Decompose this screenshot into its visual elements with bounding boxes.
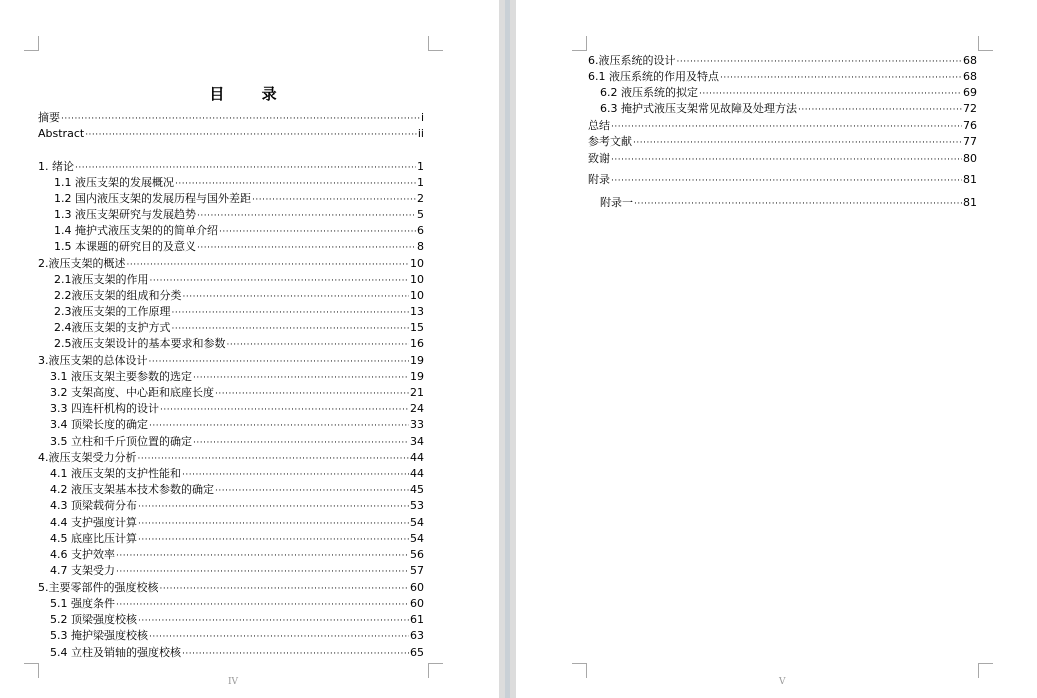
toc-entry-page: 33 [410,418,424,431]
toc-entry-title: 4.6 支护效率 [50,548,115,561]
toc-entry-page: 72 [963,102,977,115]
toc-entry-page: i [420,111,424,124]
toc-entry-title: 2.5液压支架设计的基本要求和参数 [54,337,226,350]
toc-entry-title: 总结 [588,119,610,132]
toc-entry-title: 3.4 顶梁长度的确定 [50,418,148,431]
toc-entry-page: 69 [963,86,977,99]
toc-entry-page: 8 [417,240,424,253]
toc-entry-page: 57 [410,564,424,577]
toc-entry-title: 参考文献 [588,135,632,148]
toc-entry-title: 致谢 [588,152,610,165]
toc-entry[interactable] [588,70,977,85]
toc-entry-title: 4.液压支架受力分析 [38,451,137,464]
toc-leader-dots [215,484,409,498]
toc-entry-title: 1. 绪论 [38,160,74,173]
toc-leader-dots [149,419,409,433]
toc-leader-dots [150,274,410,288]
toc-entry[interactable] [600,86,977,101]
toc-leader-dots [633,136,962,150]
toc-entry-page: 77 [963,135,977,148]
toc-leader-dots [252,193,416,207]
toc-entry[interactable] [54,289,424,304]
toc-entry-page: 19 [410,370,424,383]
toc-leader-dots [634,197,962,211]
toc-entry-page: 34 [410,435,424,448]
toc-entry[interactable] [50,516,424,531]
toc-leader-dots [227,338,410,352]
toc-leader-dots [182,468,409,482]
toc-entry[interactable] [50,370,424,385]
toc-entry[interactable] [50,597,424,612]
toc-entry-title: 3.3 四连杆机构的设计 [50,402,159,415]
toc-entry-title: 4.5 底座比压计算 [50,532,137,545]
crop-mark-bottom-left [24,663,39,678]
toc-entry[interactable] [38,127,424,142]
toc-entry[interactable] [588,54,977,69]
toc-leader-dots [116,565,409,579]
toc-entry-title: 2.3液压支架的工作原理 [54,305,171,318]
toc-entry-page: 54 [410,516,424,529]
toc-entry[interactable] [38,354,424,369]
toc-leader-dots [172,306,410,320]
toc-entry-title: 1.1 液压支架的发展概况 [54,176,174,189]
toc-entry-page: 44 [410,451,424,464]
toc-leader-dots [61,112,420,126]
toc-entry[interactable] [50,613,424,628]
toc-leader-dots [138,533,409,547]
toc-leader-dots [116,549,409,563]
toc-entry-title: 4.3 顶梁载荷分布 [50,499,137,512]
toc-leader-dots [138,500,409,514]
toc-entry-title: 附录一 [600,196,633,209]
toc-leader-dots [172,322,410,336]
toc-entry[interactable] [54,224,424,239]
toc-leader-dots [160,403,409,417]
toc-entry-title: 6.3 掩护式液压支架常见故障及处理方法 [600,102,797,115]
toc-entry[interactable] [54,208,424,223]
toc-entry-title: 3.1 液压支架主要参数的选定 [50,370,192,383]
toc-entry[interactable] [54,192,424,207]
toc-entry[interactable] [38,451,424,466]
toc-leader-dots [611,153,962,167]
toc-entry-page: 60 [410,581,424,594]
toc-entry-page: 60 [410,597,424,610]
toc-entry-page: 10 [410,257,424,270]
toc-entry-title: 3.液压支架的总体设计 [38,354,148,367]
toc-entry-title: 5.4 立柱及销轴的强度校核 [50,646,181,659]
toc-entry-title: 2.4液压支架的支护方式 [54,321,171,334]
toc-entry[interactable] [38,581,424,596]
toc-leader-dots [127,258,410,272]
crop-mark-bottom-right [978,663,993,678]
toc-leader-dots [138,452,410,466]
toc-leader-dots [699,87,962,101]
toc-leader-dots [138,517,409,531]
toc-leader-dots [798,103,962,117]
toc-entry[interactable] [50,435,424,450]
toc-entry-title: 5.主要零部件的强度校核 [38,581,159,594]
toc-entry-title: 6.1 液压系统的作用及特点 [588,70,719,83]
crop-mark-bottom-left [572,663,587,678]
toc-entry-page: ii [417,127,424,140]
toc-entry-title: 摘要 [38,111,60,124]
crop-mark-top-left [572,36,587,51]
toc-leader-dots [149,355,410,369]
toc-entry[interactable] [588,135,977,150]
toc-entry-page: 45 [410,483,424,496]
toc-entry[interactable] [588,152,977,167]
toc-entry-title: Abstract [38,127,85,140]
toc-entry-title: 4.2 液压支架基本技术参数的确定 [50,483,214,496]
toc-leader-dots [149,630,409,644]
toc-leader-dots [183,290,410,304]
toc-entry-page: 21 [410,386,424,399]
toc-entry-title: 1.2 国内液压支架的发展历程与国外差距 [54,192,251,205]
toc-entry[interactable] [50,646,424,661]
toc-leader-dots [197,241,416,255]
toc-entry-page: 6 [417,224,424,237]
toc-entry-title: 2.2液压支架的组成和分类 [54,289,182,302]
toc-leader-dots [138,614,409,628]
toc-entry[interactable] [50,418,424,433]
toc-leader-dots [182,647,409,661]
toc-entry-page: 80 [963,152,977,165]
toc-leader-dots [116,598,409,612]
toc-entry[interactable] [50,386,424,401]
toc-entry[interactable] [588,119,977,134]
toc-leader-dots [85,128,417,142]
toc-entry-page: 13 [410,305,424,318]
toc-entry-title: 5.1 强度条件 [50,597,115,610]
toc-entry-page: 61 [410,613,424,626]
toc-entry-page: 2 [417,192,424,205]
crop-mark-top-left [24,36,39,51]
toc-entry-title: 6.2 液压系统的拟定 [600,86,698,99]
toc-leader-dots [160,582,410,596]
toc-entry-page: 63 [410,629,424,642]
toc-leader-dots [175,177,416,191]
page-number-right: V [779,677,786,687]
toc-entry-title: 3.5 立柱和千斤顶位置的确定 [50,435,192,448]
toc-entry-title: 1.5 本课题的研究目的及意义 [54,240,196,253]
toc-entry[interactable] [38,160,424,175]
toc-entry[interactable] [54,176,424,191]
toc-entry-page: 44 [410,467,424,480]
toc-entry[interactable] [50,532,424,547]
toc-leader-dots [193,436,409,450]
toc-entry[interactable] [50,564,424,579]
toc-entry-title: 4.4 支护强度计算 [50,516,137,529]
toc-entry[interactable] [50,629,424,644]
toc-leader-dots [197,209,416,223]
toc-entry-page: 10 [410,289,424,302]
toc-entry-title: 2.1液压支架的作用 [54,273,149,286]
toc-entry-page: 65 [410,646,424,659]
toc-entry[interactable] [50,548,424,563]
page-number-left: IV [228,677,239,687]
toc-leader-dots [611,120,962,134]
toc-entry[interactable] [38,257,424,272]
toc-entry[interactable] [54,240,424,255]
toc-entry-page: 81 [963,173,977,186]
toc-entry[interactable] [50,499,424,514]
toc-entry-page: 15 [410,321,424,334]
toc-leader-dots [219,225,416,239]
toc-entry[interactable] [50,483,424,498]
toc-entry-page: 68 [963,54,977,67]
toc-entry[interactable] [600,196,977,211]
toc-entry-page: 76 [963,119,977,132]
toc-entry-page: 5 [417,208,424,221]
page-separator [505,0,510,698]
toc-entry-title: 1.4 掩护式液压支架的的简单介绍 [54,224,218,237]
toc-entry-title: 4.7 支架受力 [50,564,115,577]
toc-entry-page: 56 [410,548,424,561]
toc-entry-page: 1 [417,160,424,173]
toc-entry-title: 5.3 掩护梁强度校核 [50,629,148,642]
toc-entry[interactable] [600,102,977,117]
toc-entry-page: 1 [417,176,424,189]
crop-mark-bottom-right [428,663,443,678]
toc-entry[interactable] [54,305,424,320]
toc-entry[interactable] [50,402,424,417]
toc-entry-title: 附录 [588,173,610,186]
toc-leader-dots [215,387,409,401]
toc-entry-title: 4.1 液压支架的支护性能和 [50,467,181,480]
toc-entry[interactable] [54,273,424,288]
toc-leader-dots [193,371,409,385]
toc-entry[interactable] [50,467,424,482]
toc-entry[interactable] [54,337,424,352]
toc-leader-dots [720,71,962,85]
toc-entry-title: 5.2 顶梁强度校核 [50,613,137,626]
toc-title: 目 录 [209,85,293,103]
toc-entry-page: 54 [410,532,424,545]
document-page-right [516,0,1037,698]
toc-entry-page: 68 [963,70,977,83]
toc-entry[interactable] [38,111,424,126]
toc-leader-dots [677,55,963,69]
toc-entry-title: 1.3 液压支架研究与发展趋势 [54,208,196,221]
toc-entry-title: 3.2 支架高度、中心距和底座长度 [50,386,214,399]
toc-entry-page: 24 [410,402,424,415]
toc-leader-dots [75,161,416,175]
toc-entry-page: 19 [410,354,424,367]
toc-entry-page: 81 [963,196,977,209]
crop-mark-top-right [978,36,993,51]
toc-entry-page: 16 [410,337,424,350]
toc-entry[interactable] [588,173,977,188]
document-page-left [0,0,499,698]
toc-leader-dots [611,174,962,188]
toc-entry-page: 53 [410,499,424,512]
toc-entry-page: 10 [410,273,424,286]
crop-mark-top-right [428,36,443,51]
toc-entry[interactable] [54,321,424,336]
toc-entry-title: 6.液压系统的设计 [588,54,676,67]
toc-entry-title: 2.液压支架的概述 [38,257,126,270]
